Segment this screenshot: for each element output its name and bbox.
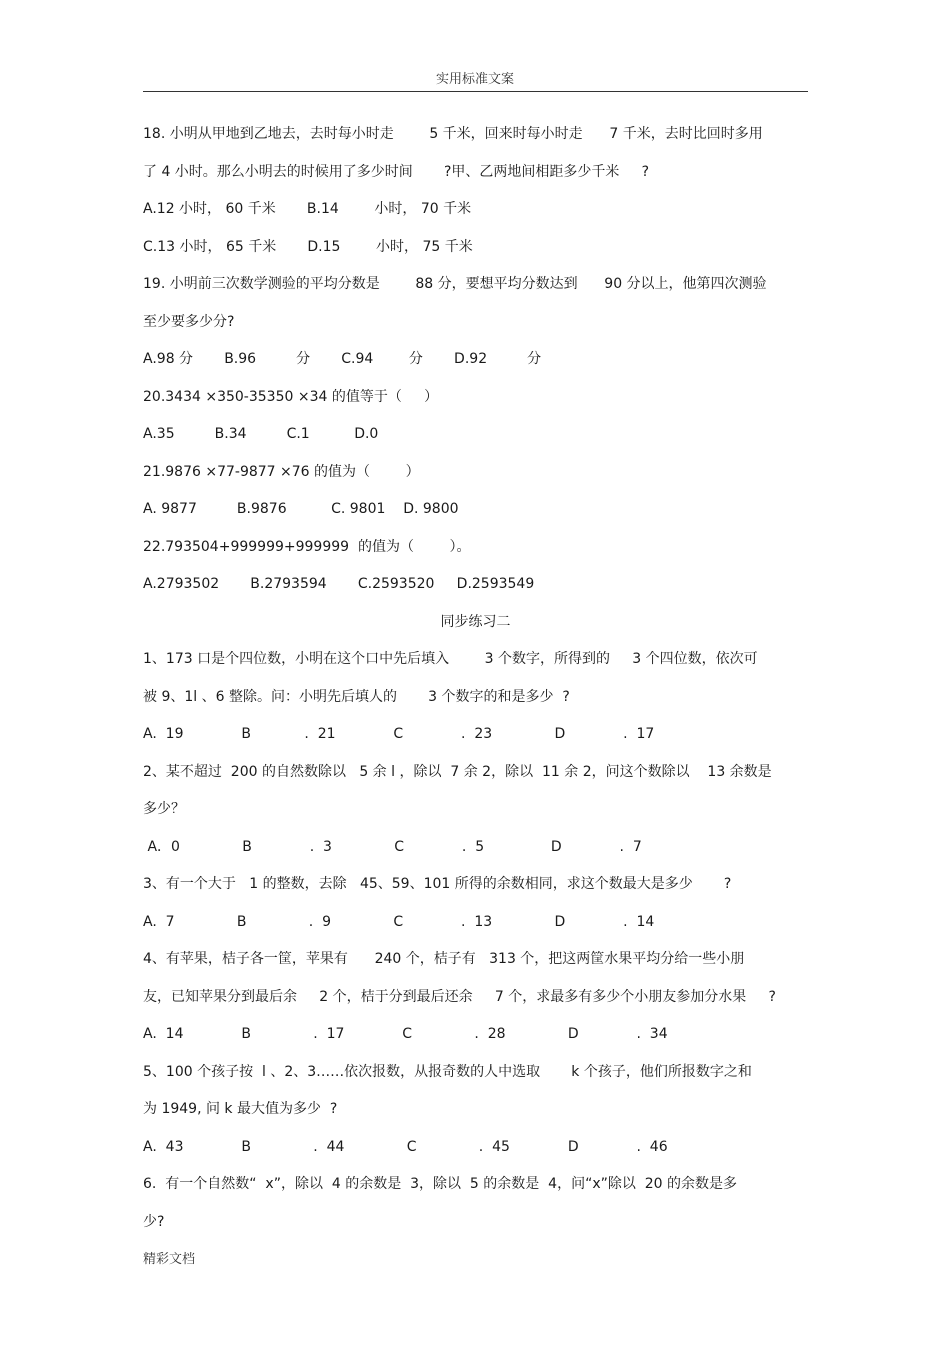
text-line: 至少要多少分? bbox=[143, 313, 235, 330]
text-line: 4、有苹果，桔子各一筐，苹果有 240 个，桔子有 313 个，把这两筐水果平均分给一些小朋 bbox=[143, 951, 745, 967]
text-line: 20.3434 ×350-35350 ×34 的值等于（ ） bbox=[143, 388, 439, 405]
text-line: A.98 分 B.96 分 C.94 分 D.92 分 bbox=[143, 351, 542, 367]
text-line: 为 1949, 问 k 最大值为多少 ? bbox=[143, 1101, 338, 1117]
text-line: 3、有一个大于 1 的整数，去除 45、59、101 所得的余数相同，求这个数最大是多少 ? bbox=[143, 876, 732, 892]
text-line: 多少？ bbox=[143, 801, 185, 817]
text-line: 被 9、1l 、6 整除。问：小明先后填人的 3 个数字的和是多少 ? bbox=[143, 688, 570, 705]
text-line: 1、173 口是个四位数，小明在这个口中先后填入 3 个数字，所得到的 3 个四位数，依次可 bbox=[143, 651, 758, 667]
section-title: 同步练习二 bbox=[440, 613, 511, 630]
text-line: A.2793502 B.2793594 C.2593520 D.2593549 bbox=[143, 576, 535, 592]
text-line: A. 19 B . 21 C . 23 D . 17 bbox=[143, 726, 655, 742]
page-header: 实用标准文案 bbox=[435, 72, 514, 87]
text-line: A. 43 B . 44 C . 45 D . 46 bbox=[143, 1138, 668, 1155]
text-line: 友，已知苹果分到最后余 2 个，桔于分到最后还余 7 个，求最多有多少个小朋友参加分水果 ? bbox=[143, 988, 776, 1005]
page-footer: 精彩文档 bbox=[143, 1252, 196, 1267]
text-line: A.35 B.34 C.1 D.0 bbox=[143, 426, 379, 442]
text-line: A. 9877 B.9876 C. 9801 D. 9800 bbox=[143, 501, 459, 517]
text-line: 2、某不超过 200 的自然数除以 5 余 l ，除以 7 余 2，除以 11 余 2，问这个数除以 13 余数是 bbox=[143, 763, 772, 780]
text-line: 22.793504+999999+999999 的值为（ ）。 bbox=[143, 538, 471, 555]
text-line: 19. 小明前三次数学测验的平均分数是 88 分，要想平均分数达到 90 分以上，他第四次测验 bbox=[143, 276, 767, 292]
text-line: 少? bbox=[143, 1213, 165, 1230]
document-body bbox=[143, 121, 813, 1246]
text-line: C.13 小时， 65 千米 D.15 小时， 75 千米 bbox=[143, 238, 473, 255]
text-line: 18. 小明从甲地到乙地去，去时每小时走 5 千米，回来时每小时走 7 千米，去时比回时多用 bbox=[143, 126, 763, 142]
text-line: 了 4 小时。那么小明去的时候用了多少时间 ?甲、乙两地间相距多少千米 ? bbox=[143, 163, 650, 180]
header-divider bbox=[143, 91, 808, 92]
text-line: 6. 有一个自然数“ x”，除以 4 的余数是 3，除以 5 的余数是 4，问“x”除以 20 的余数是多 bbox=[143, 1176, 738, 1192]
text-line: A.12 小时， 60 千米 B.14 小时， 70 千米 bbox=[143, 201, 472, 217]
text-line: 21.9876 ×77-9877 ×76 的值为（ ） bbox=[143, 463, 420, 480]
text-line: A．0 B . 3 C . 5 D . 7 bbox=[143, 838, 642, 855]
text-line: A. 7 B . 9 C . 13 D . 14 bbox=[143, 913, 655, 930]
text-line: A. 14 B . 17 C . 28 D . 34 bbox=[143, 1026, 668, 1042]
text-line: 5、100 个孩子按 l 、2、3……依次报数，从报奇数的人中选取 k 个孩子，他们所报数字之和 bbox=[143, 1063, 752, 1080]
